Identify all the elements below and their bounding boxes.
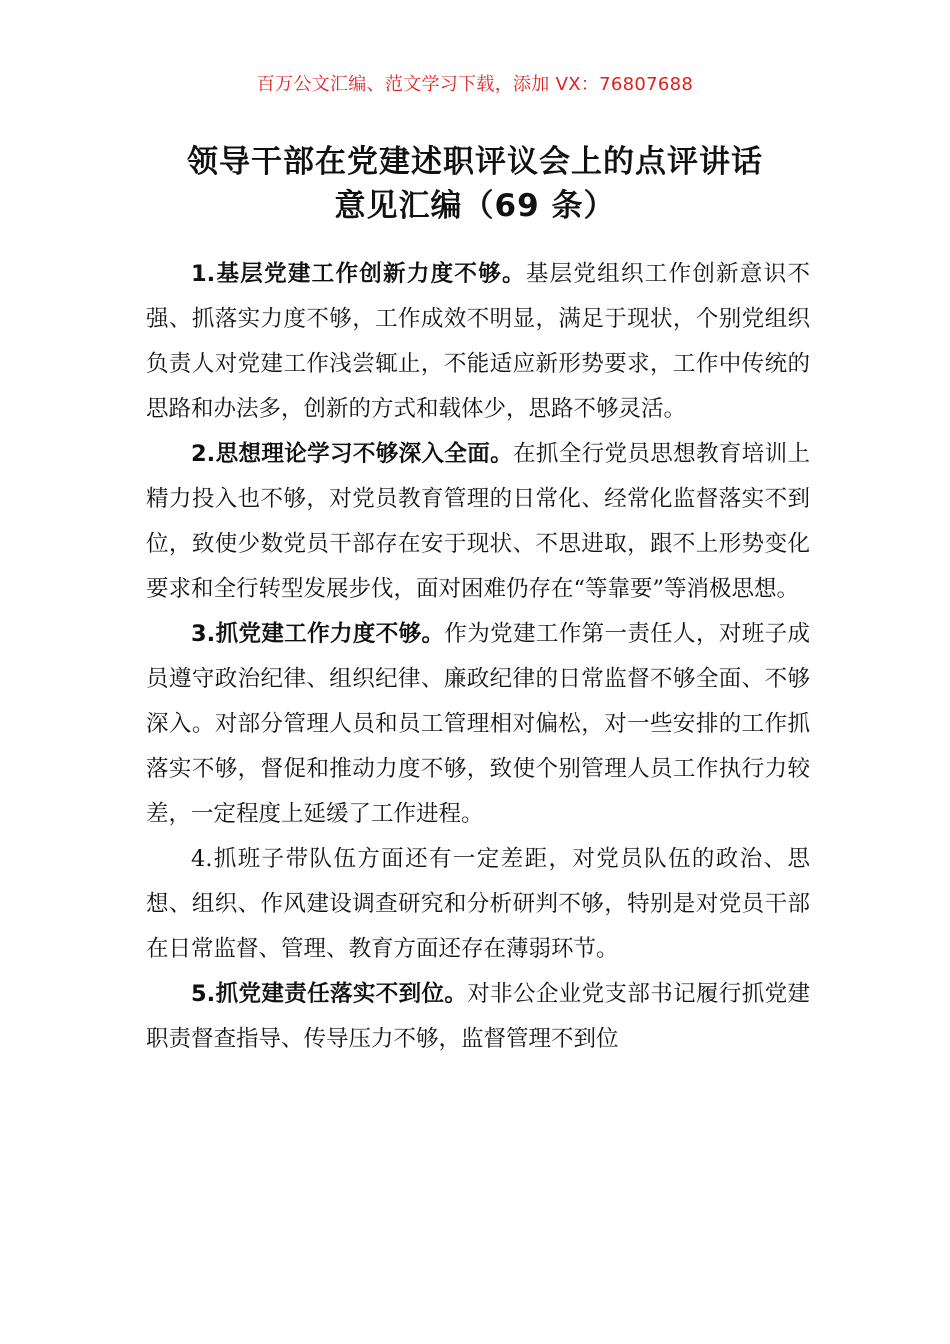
paragraph-2 [146, 432, 810, 612]
paragraph-text: 在抓全行党员思想教育培训上精力投入也不够，对党员教育管理的日常化、经常化监督落实不到位，致使少数党员干部存在安于现状、不思进取，跟不上形势变化要求和全行转型发展步伐，面对困难仍存在“等靠要”等消极思想。 [146, 441, 810, 602]
paragraph-lead: 1.基层党建工作创新力度不够。 [191, 261, 526, 287]
paragraph-text: 基层党组织工作创新意识不强、抓落实力度不够，工作成效不明显，满足于现状，个别党组织负责人对党建工作浅尝辄止，不能适应新形势要求，工作中传统的思路和办法多，创新的方式和载体少，思路不够灵活。 [146, 261, 810, 422]
paragraph-4 [146, 837, 810, 972]
watermark-header: 百万公文汇编、范文学习下载，添加 VX：76807688 [256, 74, 694, 95]
paragraph-text: 4.抓班子带队伍方面还有一定差距，对党员队伍的政治、思想、组织、作风建设调查研究和分析研判不够，特别是对党员干部在日常监督、管理、教育方面还存在薄弱环节。 [146, 846, 810, 962]
paragraph-3 [146, 612, 810, 837]
paragraph-text: 对非公企业党支部书记履行抓党建职责督查指导、传导压力不够，监督管理不到位 [146, 981, 810, 1052]
paragraph-5 [146, 972, 810, 1062]
paragraph-lead: 2.思想理论学习不够深入全面。 [191, 441, 513, 467]
paragraph-text: 作为党建工作第一责任人，对班子成员遵守政治纪律、组织纪律、廉政纪律的日常监督不够全面、不够深入。对部分管理人员和员工管理相对偏松，对一些安排的工作抓落实不够，督促和推动力度不够，致使个别管理人员工作执行力较差，一定程度上延缓了工作进程。 [146, 621, 810, 827]
paragraph-lead: 3.抓党建工作力度不够。 [191, 621, 445, 647]
document-body [146, 252, 810, 1062]
title-line-1: 领导干部在党建述职评议会上的点评讲话 [187, 144, 763, 180]
paragraph-lead: 5.抓党建责任落实不到位。 [191, 981, 468, 1007]
paragraph-1 [146, 252, 810, 432]
document-title [130, 140, 820, 228]
title-line-2: 意见汇编（69 条） [334, 188, 616, 224]
